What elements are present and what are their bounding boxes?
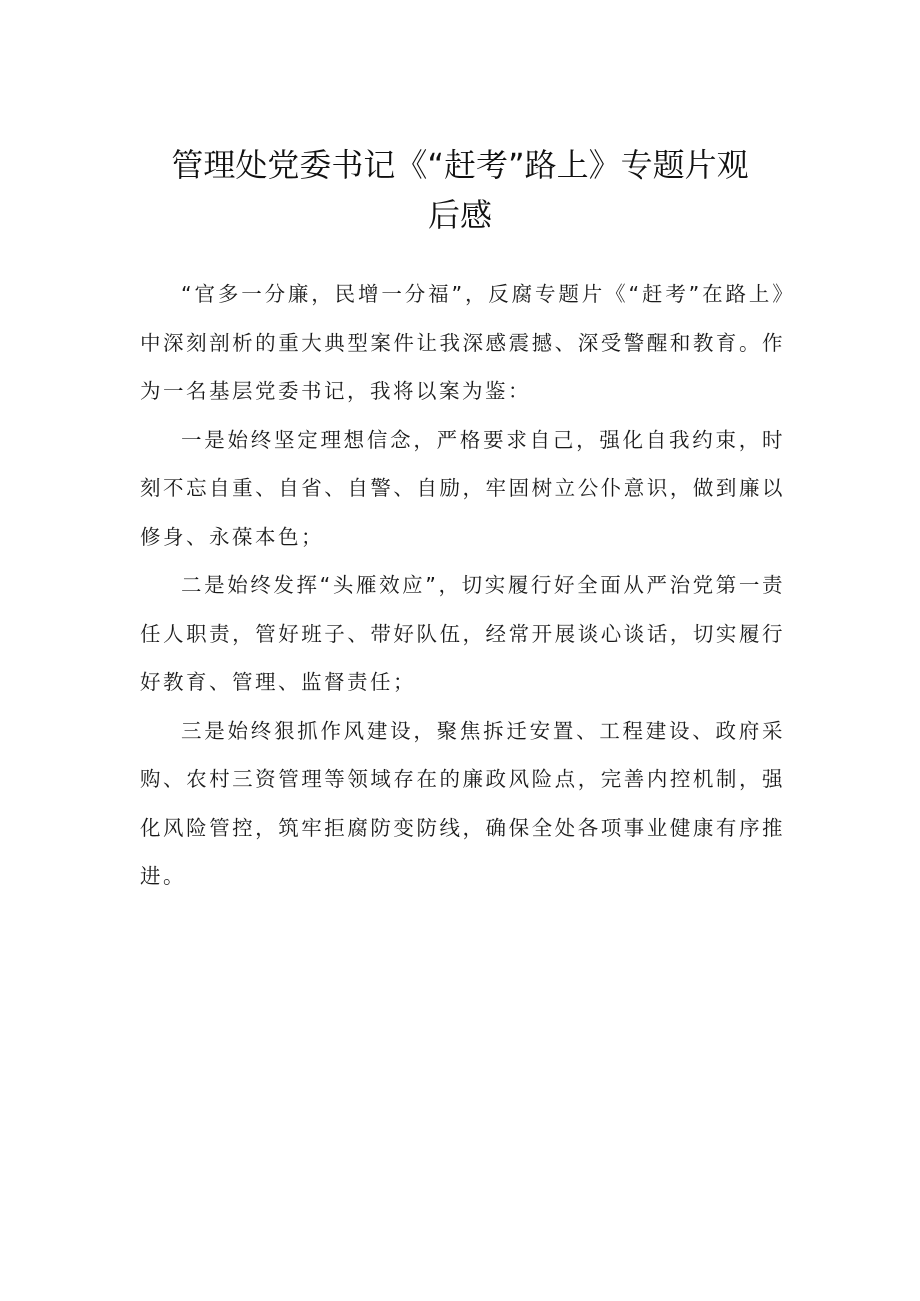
body-text	[140, 270, 785, 901]
paragraph-point-3: 三是始终狠抓作风建设，聚焦拆迁安置、工程建设、政府采购、农村三资管理等领域存在的廉政风险点，完善内控机制，强化风险管控，筑牢拒腐防变防线，确保全处各项事业健康有序推进。	[140, 718, 785, 888]
paragraph-point-2: 二是始终发挥“头雁效应”，切实履行好全面从严治党第一责任人职责，管好班子、带好队伍，经常开展谈心谈话，切实履行好教育、管理、监督责任；	[140, 573, 785, 694]
page-title	[130, 140, 790, 240]
title-line-1: 管理处党委书记《“赶考”路上》专题片观	[171, 146, 749, 184]
title-line-2: 后感	[427, 196, 492, 234]
paragraph-point-1: 一是始终坚定理想信念，严格要求自己，强化自我约束，时刻不忘自重、自省、自警、自励，牢固树立公仆意识，做到廉以修身、永葆本色；	[140, 427, 785, 549]
paragraph-intro: “官多一分廉，民增一分福”，反腐专题片《“赶考”在路上》中深刻剖析的重大典型案件让我深感震撼、深受警醒和教育。作为一名基层党委书记，我将以案为鉴：	[140, 282, 785, 403]
